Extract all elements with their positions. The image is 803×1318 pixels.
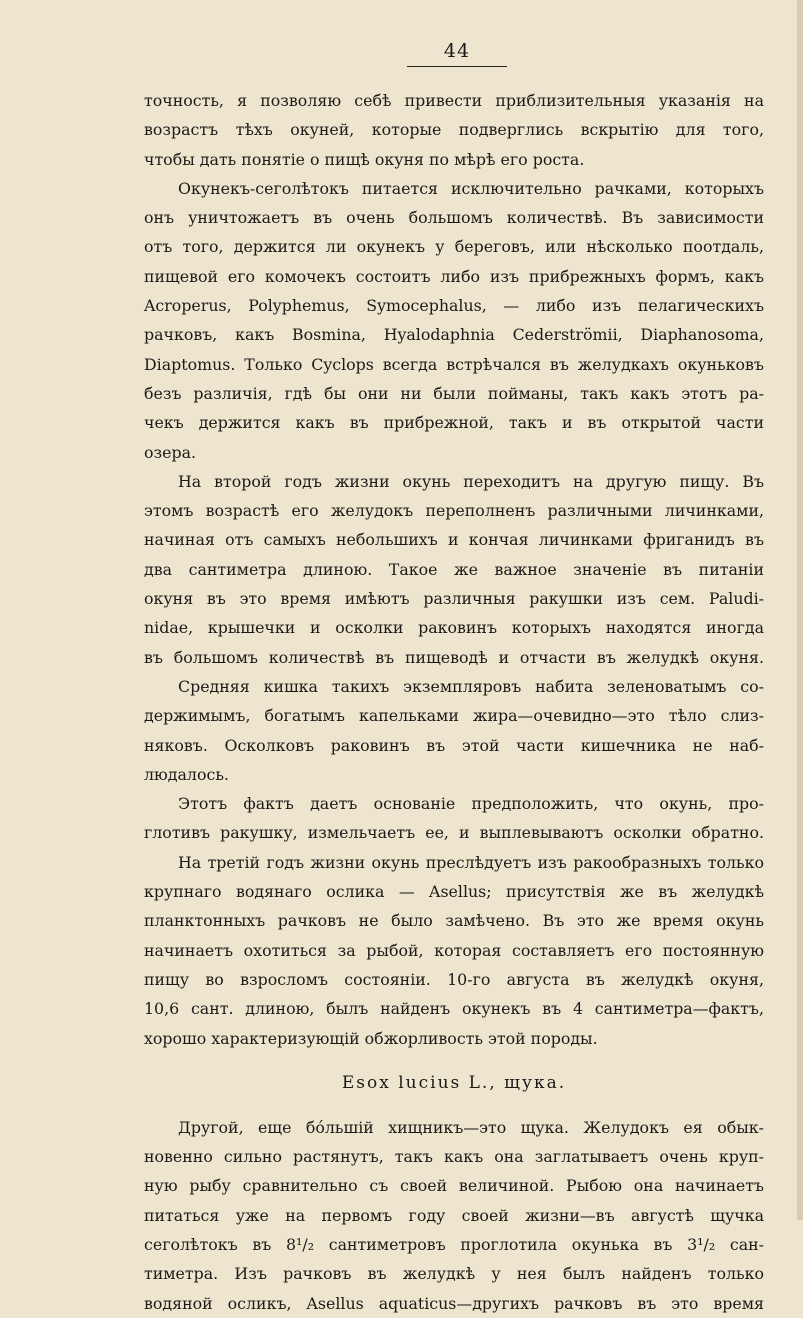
text-line: озера. — [144, 442, 197, 462]
text-line: держимымъ, богатымъ капельками жира—очевидно—это тѣло слиз- — [144, 706, 764, 726]
text-line: пищу во взросломъ состояніи. 10-го августа въ желудкѣ окуня, — [144, 969, 764, 989]
text-line: Другой, еще бóльшій хищникъ—это щука. Желудокъ ея обык- — [178, 1117, 764, 1137]
text-line: няковъ. Осколковъ раковинъ въ этой части кишечника не наб- — [144, 735, 764, 755]
text-line: Окунекъ-сеголѣтокъ питается исключительно рачками, которыхъ — [178, 178, 764, 198]
text-line: возрастъ тѣхъ окуней, которые подверглись вскрытію для того, — [144, 120, 764, 140]
text-line: водяной осликъ, Asellus aquaticus—другихъ рачковъ въ это время — [144, 1293, 764, 1313]
text-line: nidae, крышечки и осколки раковинъ которыхъ находятся иногда — [144, 618, 764, 638]
text-line: планктонныхъ рачковъ не было замѣчено. Въ это же время окунь — [144, 911, 764, 931]
section-heading: Esox lucius L., щука. — [341, 1072, 567, 1093]
text-line: этомъ возрастѣ его желудокъ переполненъ различными личинками, — [144, 501, 764, 521]
text-line: въ большомъ количествѣ въ пищеводѣ и отчасти въ желудкѣ окуня. — [144, 647, 764, 667]
text-line: глотивъ ракушку, измельчаетъ ее, и выплевываютъ осколки обратно. — [144, 823, 764, 843]
page-number-rule — [407, 66, 507, 67]
text-line: окуня въ это время имѣютъ различныя ракушки изъ сем. Paludi- — [144, 589, 764, 609]
text-line: начиная отъ самыхъ небольшихъ и кончая личинками фриганидъ въ — [144, 530, 764, 550]
text-line: Этотъ фактъ даетъ основаніе предположить, что окунь, про- — [178, 794, 764, 814]
text-line: крупнаго водянаго ослика — Asellus; присутствія же въ желудкѣ — [144, 882, 764, 902]
text-line: ную рыбу сравнительно съ своей величиной. Рыбою она начинаетъ — [144, 1176, 764, 1196]
text-line: чтобы дать понятіе о пищѣ окуня по мѣрѣ его роста. — [144, 149, 585, 169]
text-line: тиметра. Изъ рачковъ въ желудкѣ у нея былъ найденъ только — [144, 1264, 764, 1284]
text-line: два сантиметра длиною. Такое же важное значеніе въ питаніи — [144, 559, 764, 579]
text-line: начинаетъ охотиться за рыбой, которая составляетъ его постоянную — [144, 940, 764, 960]
text-line: питаться уже на первомъ году своей жизни—въ августѣ щучка — [144, 1205, 764, 1225]
text-line: пищевой его комочекъ состоитъ либо изъ прибрежныхъ формъ, какъ — [144, 266, 764, 286]
text-line: Diaptomus. Только Cyclops всегда встрѣчался въ желудкахъ окуньковъ — [144, 354, 764, 374]
text-line: отъ того, держится ли окунекъ у береговъ, или нѣсколько поотдаль, — [144, 237, 764, 257]
page-number: 44 — [443, 40, 471, 62]
text-line: Средняя кишка такихъ экземпляровъ набита зеленоватымъ со- — [178, 676, 764, 696]
text-line: хорошо характеризующій обжорливость этой породы. — [144, 1028, 598, 1048]
text-line: На третій годъ жизни окунь преслѣдуетъ изъ ракообразныхъ только — [178, 852, 764, 872]
text-line: новенно сильно растянутъ, такъ какъ она заглатываетъ очень круп- — [144, 1147, 764, 1167]
text-line: точность, я позволяю себѣ привести приблизительныя указанія на — [144, 91, 764, 110]
page-edge — [797, 0, 803, 1220]
text-line: сеголѣтокъ въ 8¹/₂ сантиметровъ проглотила окунька въ 3¹/₂ сан- — [144, 1234, 764, 1254]
text-line: людалось. — [144, 764, 229, 784]
text-line: 10,6 сант. длиною, былъ найденъ окунекъ въ 4 сантиметра—фактъ, — [144, 999, 764, 1019]
text-line: чекъ держится какъ въ прибрежной, такъ и въ открытой части — [144, 413, 764, 433]
text-line: онъ уничтожаетъ въ очень большомъ количествѣ. Въ зависимости — [144, 208, 764, 228]
text-line: На второй годъ жизни окунь переходитъ на другую пищу. Въ — [178, 471, 764, 491]
text-line: Acroperus, Polyphemus, Symocephalus, — либо изъ пелагическихъ — [144, 296, 764, 316]
text-line: безъ различія, гдѣ бы они ни были пойманы, такъ какъ этотъ ра- — [144, 383, 764, 403]
text-line: рачковъ, какъ Bosmina, Hyalodaphnia Cederströmii, Diaphanosoma, — [144, 325, 764, 345]
body-text — [144, 86, 764, 1318]
